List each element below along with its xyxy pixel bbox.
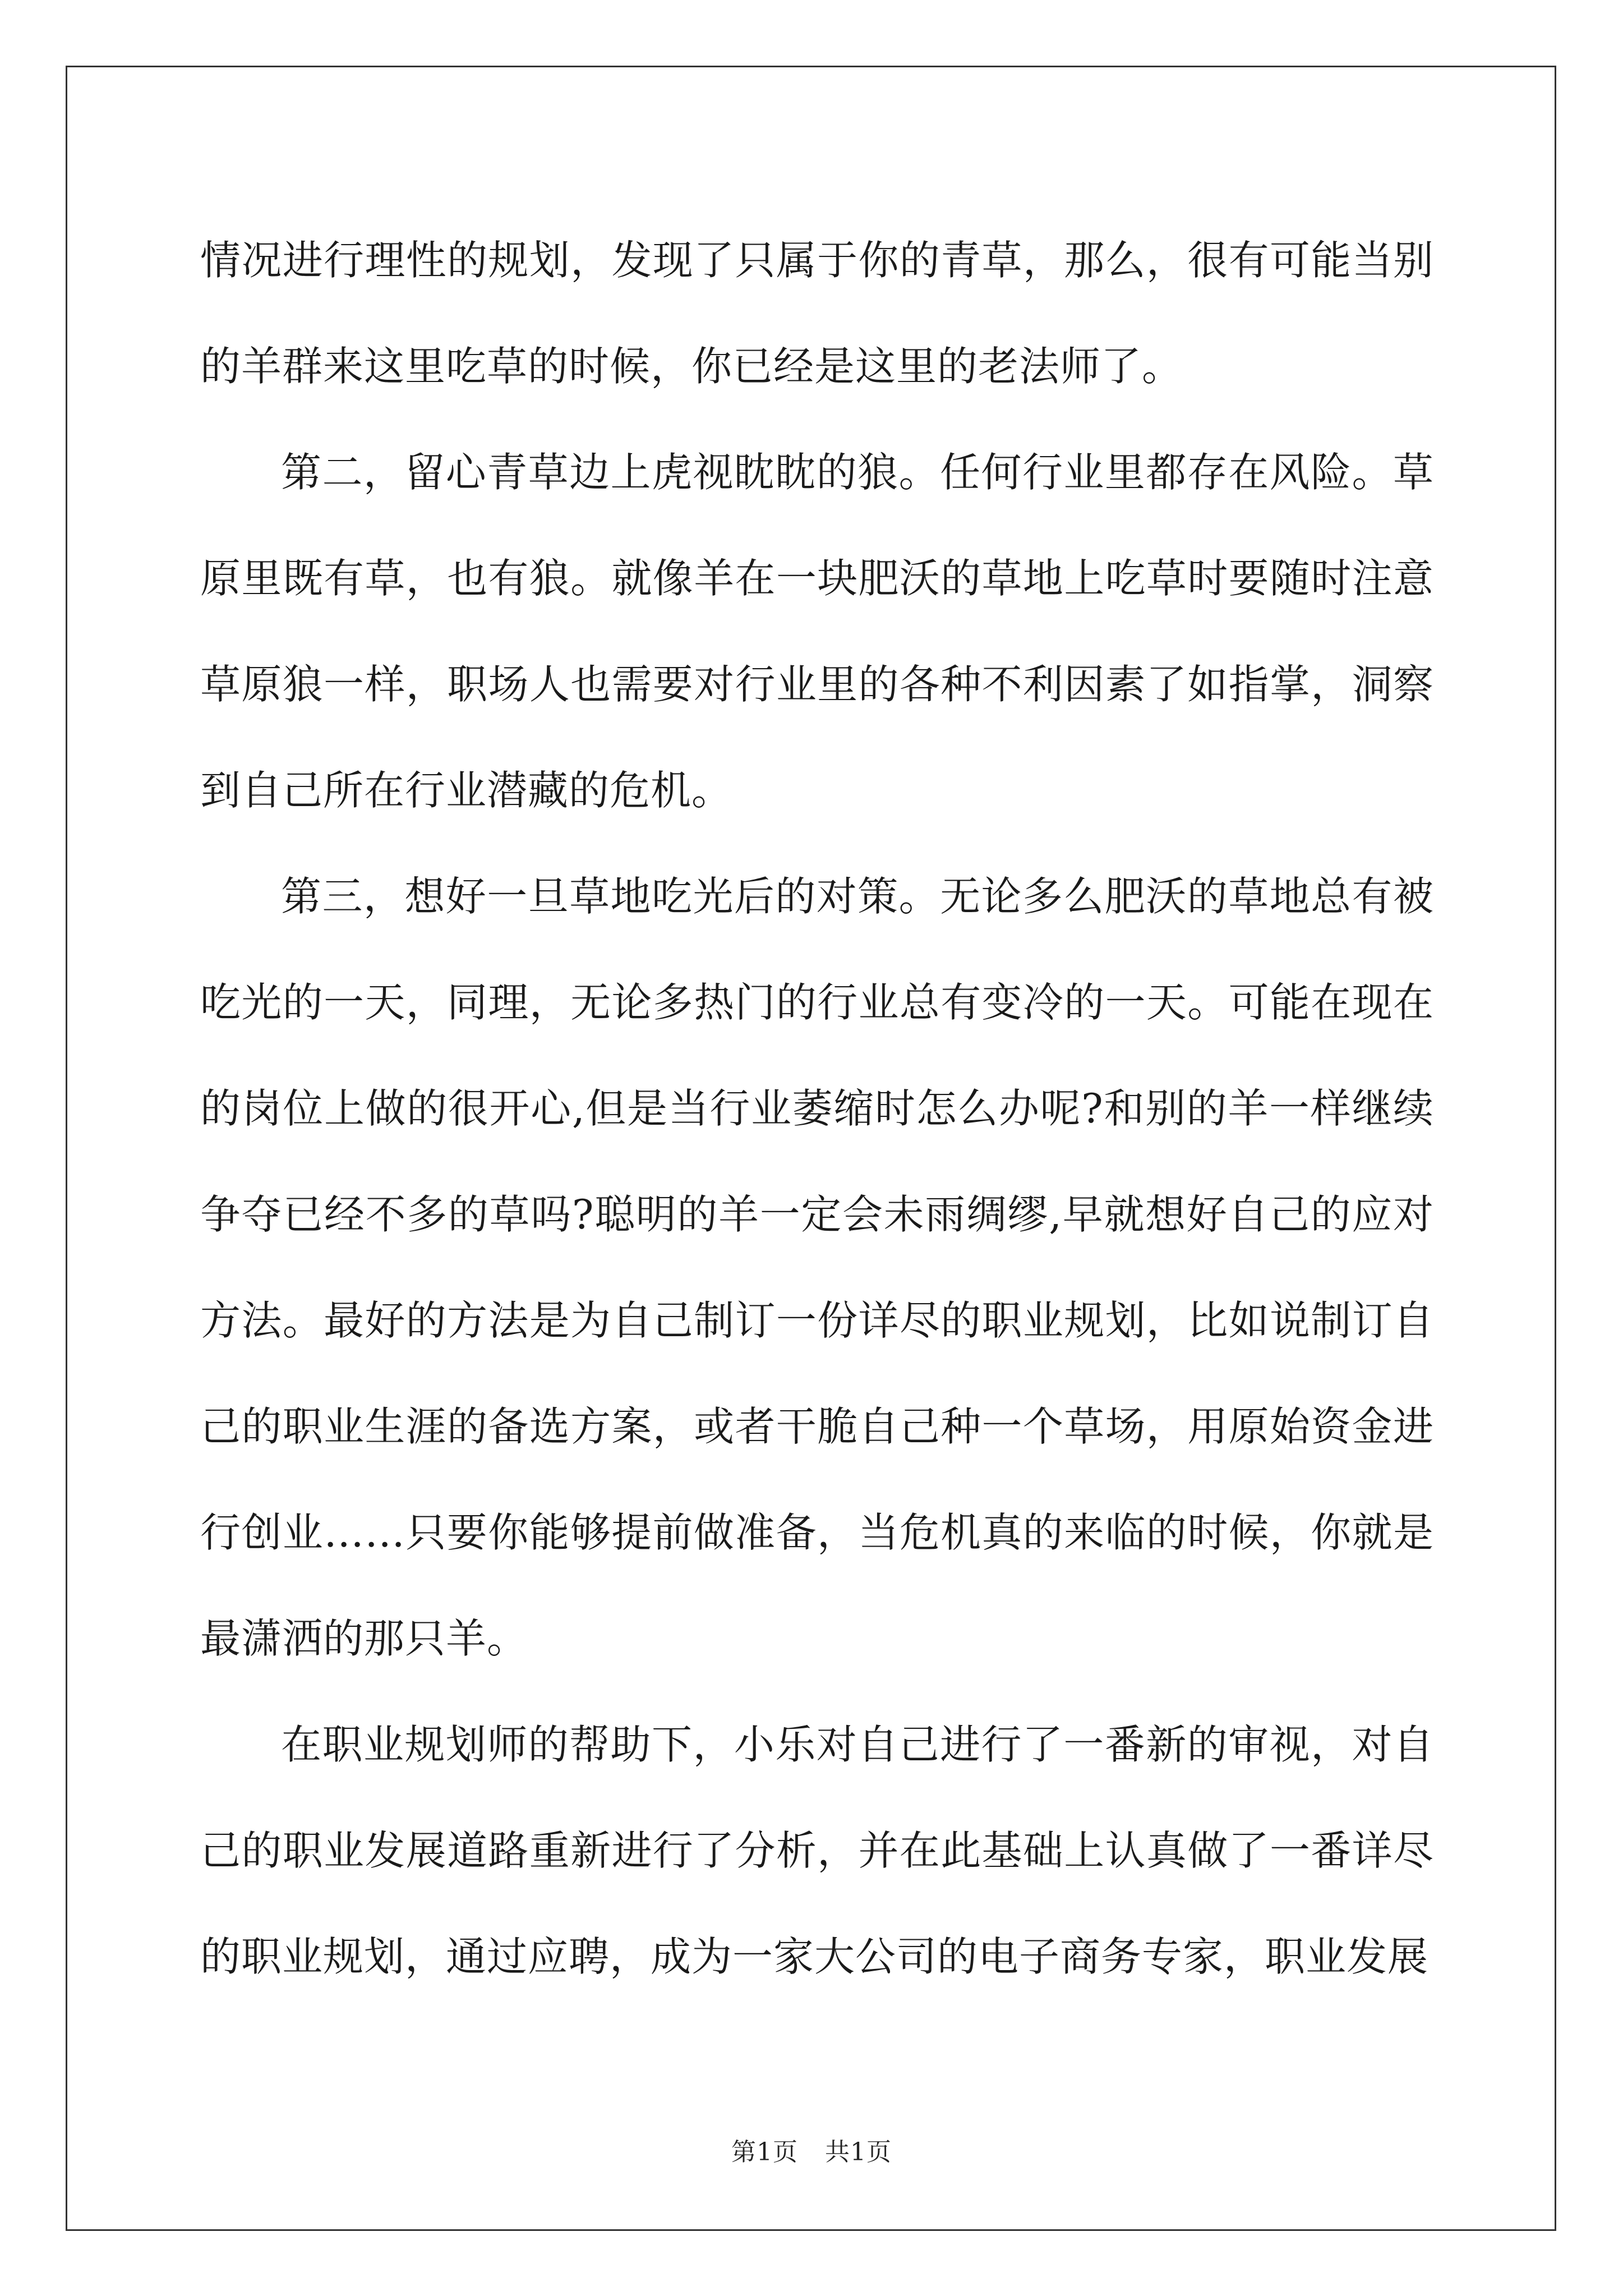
page-total: 共1页	[825, 2138, 892, 2166]
paragraph-4: 在职业规划师的帮助下，小乐对自己进行了一番新的审视，对自己的职业发展道路重新进行了分析，并在此基础上认真做了一番详尽的职业规划，通过应聘，成为一家大公司的电子商务专家，职业发展	[200, 1721, 1434, 1980]
document-body	[200, 208, 1434, 2010]
paragraph-1: 情况进行理性的规划，发现了只属于你的青草，那么，很有可能当别的羊群来这里吃草的时候，你已经是这里的老法师了。	[200, 237, 1434, 390]
page-footer	[0, 2132, 1623, 2168]
paragraph-3: 第三，想好一旦草地吃光后的对策。无论多么肥沃的草地总有被吃光的一天，同理，无论多热门的行业总有变冷的一天。可能在现在的岗位上做的很开心,但是当行业萎缩时怎么办呢?和别的羊一样继续争夺已经不多的草吗?聪明的羊一定会未雨绸缪,早就想好自己的应对方法。最好的方法是为自己制订一份详尽的职业规划，比如说制订自己的职业生涯的备选方案，或者干脆自己种一个草场，用原始资金进行创业……只要你能够提前做准备，当危机真的来临的时候，你就是最潇洒的那只羊。	[200, 873, 1434, 1662]
paragraph-2: 第二，留心青草边上虎视眈眈的狼。任何行业里都存在风险。草原里既有草，也有狼。就像羊在一块肥沃的草地上吃草时要随时注意草原狼一样，职场人也需要对行业里的各种不利因素了如指掌，洞察到自己所在行业潜藏的危机。	[200, 449, 1434, 814]
page-number: 第1页	[731, 2138, 798, 2166]
